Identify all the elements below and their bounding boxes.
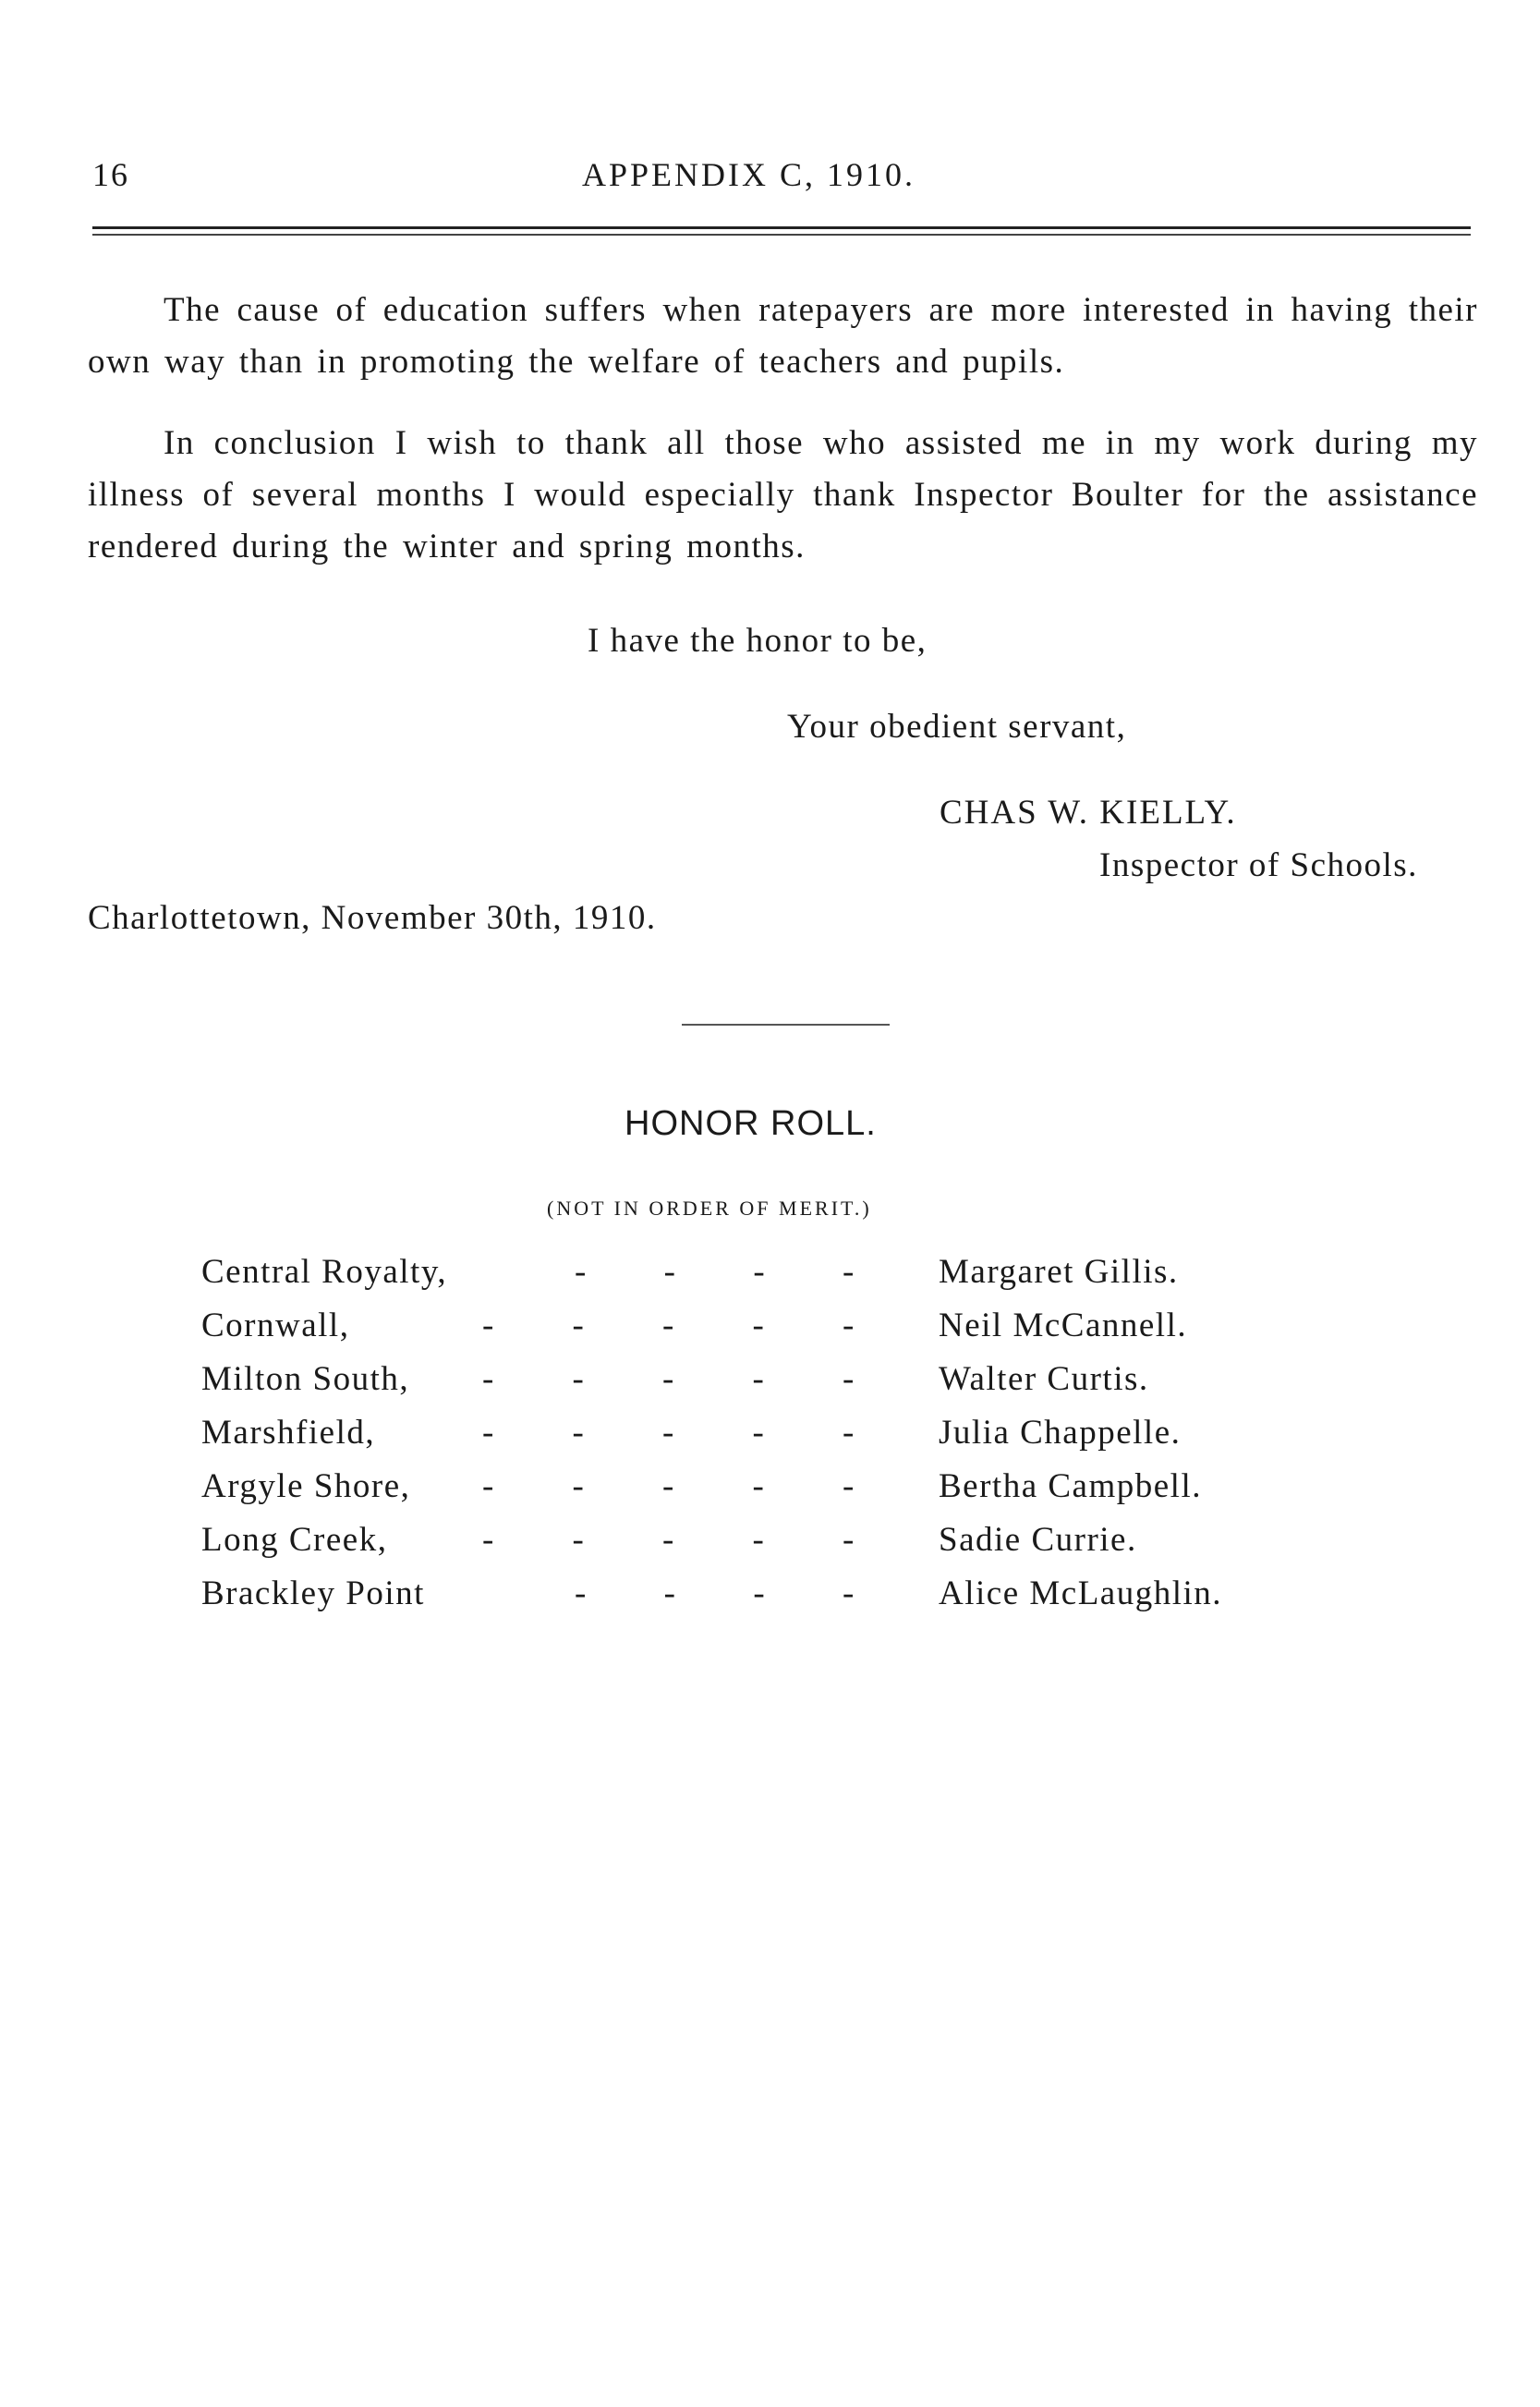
signer-name: CHAS W. KIELLY. [940,794,1237,832]
honor-roll-row [0,1359,1540,1411]
honor-roll-row [0,1252,1540,1304]
student-name: Alice McLaughlin. [939,1574,1223,1612]
leader-dash: - [575,1574,588,1612]
student-name: Margaret Gillis. [939,1253,1179,1291]
leader-dash: - [572,1521,586,1559]
leader-dash: - [752,1307,766,1344]
leader-dash: - [572,1307,586,1344]
dot-leader [482,1466,855,1506]
school-district: Long Creek, [201,1521,388,1559]
leader-dash: - [843,1414,855,1452]
dot-leader [482,1520,855,1560]
page-number: 16 [92,156,129,193]
student-name: Bertha Campbell. [939,1467,1202,1505]
closing-honor-line: I have the honor to be, [588,622,928,660]
header-double-rule [92,226,1471,236]
leader-dash: - [482,1467,495,1505]
honor-roll-title: HONOR ROLL. [624,1104,877,1143]
signer-title: Inspector of Schools. [1099,846,1418,884]
dot-leader [482,1359,855,1399]
section-divider [682,1024,890,1026]
leader-dash: - [572,1467,586,1505]
leader-dash: - [752,1467,766,1505]
leader-dash: - [843,1521,855,1559]
leader-dash: - [842,1253,855,1291]
leader-dash: - [752,1414,766,1452]
honor-roll-row [0,1574,1540,1625]
leader-dash: - [662,1414,675,1452]
leader-dash: - [753,1253,767,1291]
leader-dash: - [572,1360,586,1398]
honor-roll-row [0,1413,1540,1465]
place-and-date: Charlottetown, November 30th, 1910. [88,899,657,937]
honor-roll-row [0,1306,1540,1357]
school-district: Argyle Shore, [201,1467,411,1505]
student-name: Walter Curtis. [939,1360,1149,1398]
dot-leader [575,1252,855,1292]
leader-dash: - [663,1253,677,1291]
school-district: Milton South, [201,1360,410,1398]
student-name: Julia Chappelle. [939,1414,1182,1452]
running-title: APPENDIX C, 1910. [582,156,916,193]
leader-dash: - [752,1521,766,1559]
leader-dash: - [575,1253,588,1291]
honor-roll-row [0,1520,1540,1572]
leader-dash: - [482,1414,495,1452]
leader-dash: - [843,1307,855,1344]
body-paragraph-1 [88,285,1478,388]
honor-roll-subtitle: (NOT IN ORDER OF MERIT.) [547,1197,872,1220]
honor-roll-row [0,1466,1540,1518]
leader-dash: - [843,1360,855,1398]
paragraph-text: In conclusion I wish to thank all those who assisted me in my work during my illness of several months I would especially thank Inspector Boulter for the assistance rendered during the winter and spring months. [88,424,1478,565]
leader-dash: - [482,1360,495,1398]
leader-dash: - [842,1574,855,1612]
leader-dash: - [662,1521,675,1559]
dot-leader [482,1306,855,1345]
leader-dash: - [843,1467,855,1505]
school-district: Marshfield, [201,1414,376,1452]
paragraph-text: The cause of education suffers when ratepayers are more interested in having their own way than in promoting the welfare of teachers and pupils. [88,291,1478,381]
school-district: Brackley Point [201,1574,425,1612]
leader-dash: - [662,1467,675,1505]
body-paragraph-2 [88,418,1478,573]
leader-dash: - [752,1360,766,1398]
school-district: Central Royalty, [201,1253,448,1291]
leader-dash: - [663,1574,677,1612]
student-name: Neil McCannell. [939,1307,1188,1344]
school-district: Cornwall, [201,1307,350,1344]
dot-leader [575,1574,855,1613]
leader-dash: - [572,1414,586,1452]
running-head [92,155,1478,201]
leader-dash: - [753,1574,767,1612]
dot-leader [482,1413,855,1453]
leader-dash: - [482,1521,495,1559]
closing-servant-line: Your obedient servant, [787,708,1127,746]
leader-dash: - [662,1360,675,1398]
student-name: Sadie Currie. [939,1521,1137,1559]
leader-dash: - [482,1307,495,1344]
leader-dash: - [662,1307,675,1344]
